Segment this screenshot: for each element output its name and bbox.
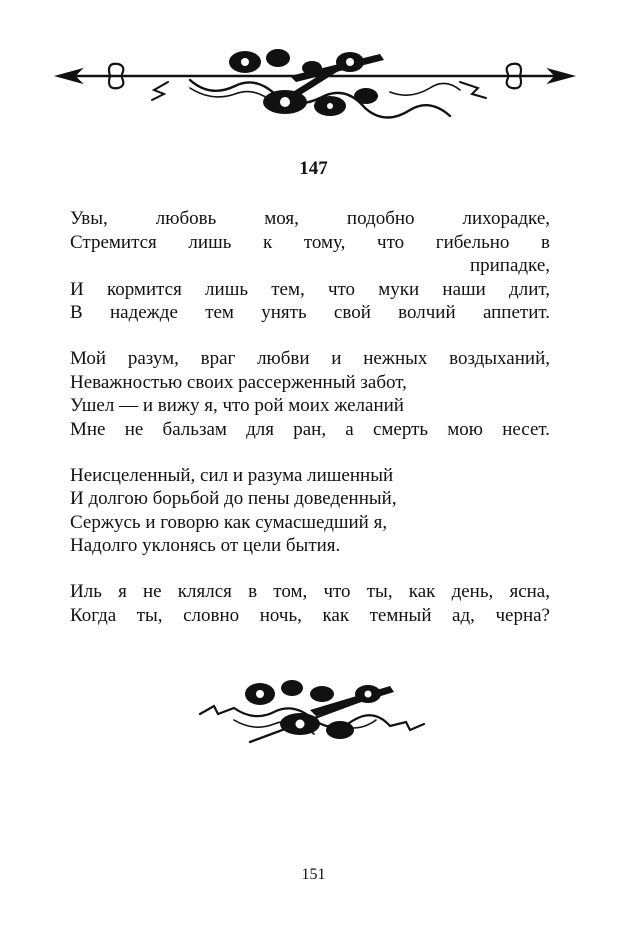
stanza-3 xyxy=(70,464,550,558)
stanza-2 xyxy=(70,347,550,441)
poem-line: Надолго уклонясь от цели бытия. xyxy=(70,535,341,556)
poem-line: Неисцеленный, сил и разума лишенный xyxy=(70,464,394,486)
poem-line: Стремится лишь к тому, что гибельно в xyxy=(70,231,550,253)
page-number: 151 xyxy=(301,866,326,883)
poem-line: Увы, любовь моя, подобно лихорадке, xyxy=(70,208,550,229)
poem-line: В надежде тем унять свой волчий аппетит. xyxy=(70,302,550,323)
poem-line: Мой разум, враг любви и нежных воздыханий, xyxy=(70,348,550,369)
poem-line-continuation: припадке, xyxy=(469,255,550,276)
poem-text xyxy=(70,207,550,650)
poem-line: Ушел — и вижу я, что рой моих желаний xyxy=(70,395,404,416)
stanza-1 xyxy=(70,207,550,325)
stanza-4 xyxy=(70,580,550,627)
poem-line: Неважностью своих рассерженный забот, xyxy=(70,371,407,393)
poem-line: Когда ты, словно ночь, как темный ад, черна? xyxy=(70,604,550,626)
top-ornament xyxy=(50,40,580,130)
poem-line: И долгою борьбой до пены доведенный, xyxy=(70,488,397,509)
poem-line: И кормится лишь тем, что муки наши длит, xyxy=(70,278,550,300)
poem-line: Мне не бальзам для ран, а смерть мою несет. xyxy=(70,418,550,440)
poem-line: Иль я не клялся в том, что ты, как день, ясна, xyxy=(70,581,550,602)
sonnet-number: 147 xyxy=(299,158,328,179)
bottom-ornament xyxy=(190,672,450,752)
poem-line: Сержусь и говорю как сумасшедший я, xyxy=(70,511,388,533)
